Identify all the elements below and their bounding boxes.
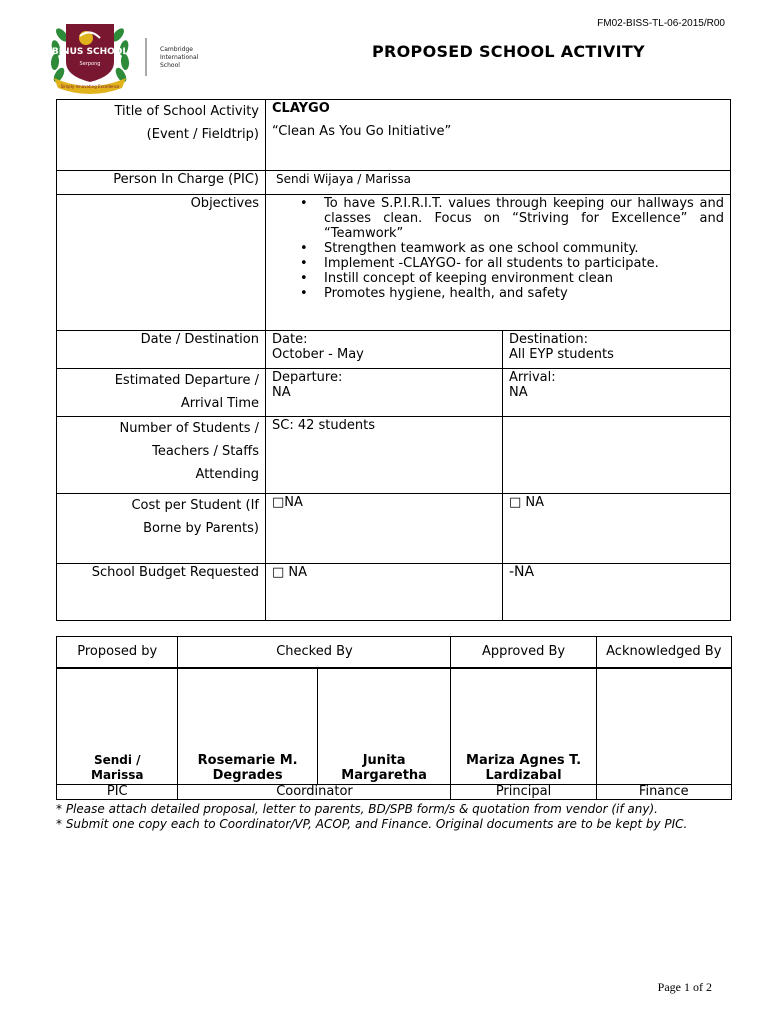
arrival-value: Arrival: NA [503,369,731,417]
cost-label: Cost per Student (If Borne by Parents) [57,494,266,564]
departure-label: Estimated Departure / Arrival Time [57,369,266,417]
cost-value: □NA [266,494,503,564]
objective-item: • Implement -CLAYGO- for all students to participate. [324,256,724,271]
destination-value: Destination: All EYP students [503,331,731,369]
role-proposed: PIC [57,785,178,800]
role-checked: Coordinator [178,785,451,800]
logo-partner: Cambridge International School [160,46,199,69]
title-label: Title of School Activity (Event / Fieldtrip) [57,100,266,171]
signature-table [56,636,732,800]
title-value: CLAYGO “Clean As You Go Initiative” [266,100,731,171]
page-number: Page 1 of 2 [657,980,712,994]
cost-row [57,494,731,564]
header-checked: Checked By [178,637,451,669]
role-approved: Principal [451,785,596,800]
objectives-list [272,195,724,301]
logo-school-name: BINUS SCHOOL [51,47,129,57]
name-checked-1: Rosemarie M. Degrades [178,668,317,785]
budget-row [57,564,731,621]
signature-roles-row [57,785,732,800]
objectives-label: Objectives [57,195,266,331]
departure-value: Departure: NA [266,369,503,417]
activity-form-table [56,99,731,621]
students-label: Number of Students / Teachers / Staffs Attending [57,417,266,494]
budget-label: School Budget Requested [57,564,266,621]
logo-motto: Simply Innovating Excellence [60,84,120,89]
objective-item: • Instill concept of keeping environment clean [324,271,724,286]
objective-item: • To have S.P.I.R.I.T. values through keeping our hallways and classes clean. Focus on “Striving for Excellence” and “Teamwork” [324,196,724,241]
date-row [57,331,731,369]
pic-row [57,171,731,195]
pic-label: Person In Charge (PIC) [57,171,266,195]
date-value: Date: October - May [266,331,503,369]
cost-value-2: □ NA [503,494,731,564]
header-approved: Approved By [451,637,596,669]
title-row [57,100,731,171]
objective-item: • Promotes hygiene, health, and safety [324,286,724,301]
objectives-row [57,195,731,331]
header-acknowledged: Acknowledged By [596,637,731,669]
document-code: FM02-BISS-TL-06-2015/R00 [597,18,725,29]
name-checked-2: Junita Margaretha [317,668,451,785]
school-logo [48,18,218,94]
document-title: PROPOSED SCHOOL ACTIVITY [372,42,645,61]
students-value: SC: 42 students [266,417,503,494]
footnote: * Please attach detailed proposal, letter to parents, BD/SPB form/s & quotation from vendor (if any). [56,802,658,816]
objectives-value [266,195,731,331]
header-proposed: Proposed by [57,637,178,669]
budget-value-2: -NA [503,564,731,621]
signature-header-row [57,637,732,669]
footnote: * Submit one copy each to Coordinator/VP, ACOP, and Finance. Original documents are to be kept by PIC. [56,816,688,831]
name-acknowledged [596,668,731,785]
name-proposed: Sendi / Marissa [57,668,178,785]
budget-value: □ NA [266,564,503,621]
name-approved: Mariza Agnes T. Lardizabal [451,668,596,785]
logo-campus: Serpong [79,61,101,67]
date-label: Date / Destination [57,331,266,369]
students-row [57,417,731,494]
objective-item: • Strengthen teamwork as one school community. [324,241,724,256]
pic-value: Sendi Wijaya / Marissa [266,171,731,195]
students-extra [503,417,731,494]
footnotes [56,802,716,831]
departure-row [57,369,731,417]
signature-names-row [57,668,732,785]
role-acknowledged: Finance [596,785,731,800]
